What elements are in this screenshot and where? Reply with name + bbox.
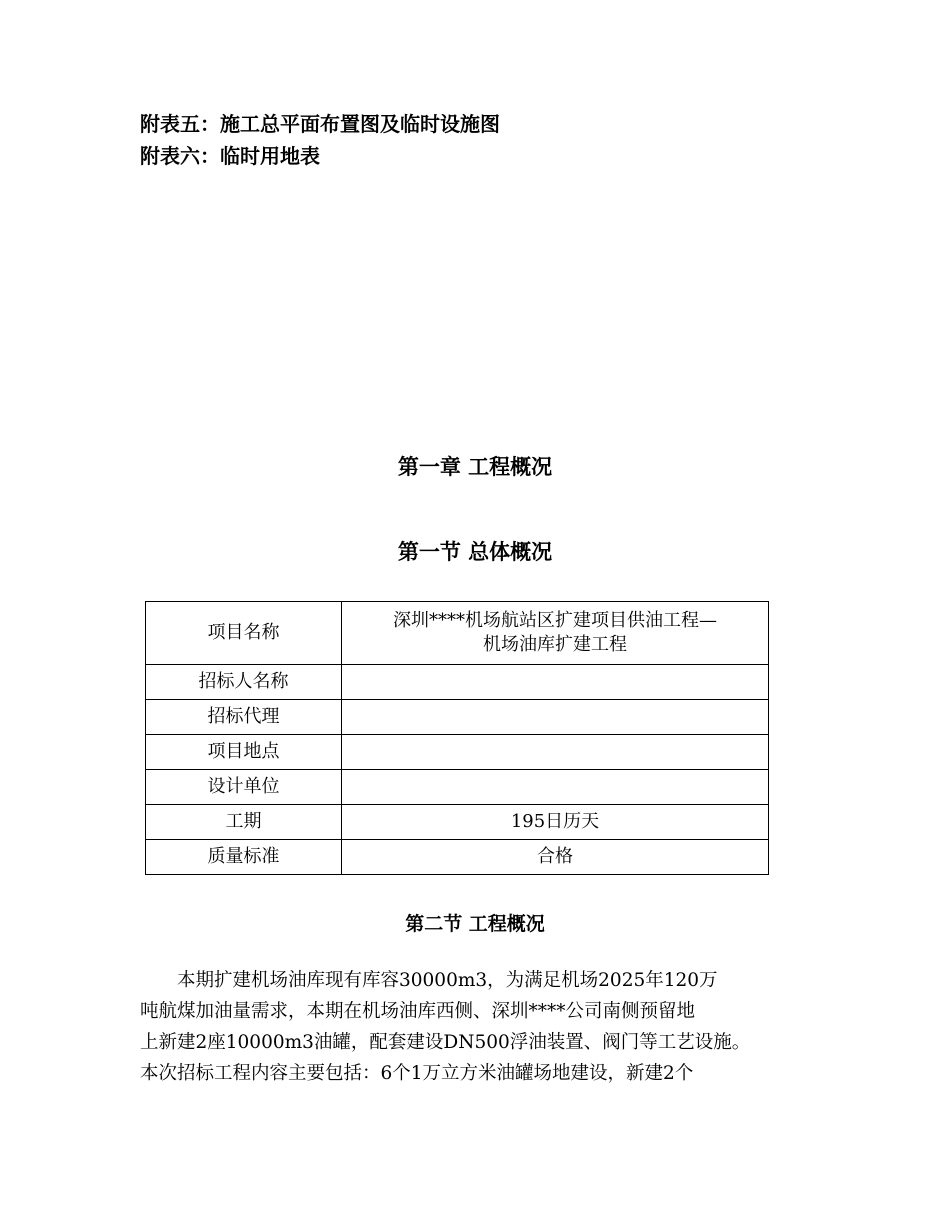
project-overview-table	[145, 601, 769, 875]
appendix-item-5: 附表五：施工总平面布置图及临时设施图	[140, 112, 500, 136]
appendix-item-6: 附表六：临时用地表	[140, 144, 320, 168]
section-title-overall: 第一节 总体概况	[397, 540, 553, 564]
paragraph-line-2: 吨航煤加油量需求，本期在机场油库西侧、深圳****公司南侧预留地	[140, 1001, 696, 1022]
table-value-designer	[342, 770, 769, 805]
section-title-project: 第二节 工程概况	[405, 913, 545, 935]
table-label-tenderer: 招标人名称	[146, 665, 342, 700]
table-label-location: 项目地点	[146, 735, 342, 770]
table-label-agent: 招标代理	[146, 700, 342, 735]
table-value-agent	[342, 700, 769, 735]
project-name-line-1: 深圳****机场航站区扩建项目供油工程—	[393, 610, 717, 631]
table-value-tenderer	[342, 665, 769, 700]
chapter-title: 第一章 工程概况	[397, 455, 553, 479]
paragraph-line-4: 本次招标工程内容主要包括：6个1万立方米油罐场地建设，新建2个	[140, 1063, 694, 1084]
table-value-duration: 195日历天	[342, 805, 769, 840]
table-label-quality: 质量标准	[146, 840, 342, 875]
project-description-paragraph	[140, 965, 830, 1089]
table-label-project-name: 项目名称	[146, 602, 342, 665]
table-label-duration: 工期	[146, 805, 342, 840]
table-row	[146, 840, 769, 875]
table-row	[146, 700, 769, 735]
table-row	[146, 735, 769, 770]
table-row	[146, 665, 769, 700]
paragraph-line-1: 本期扩建机场油库现有库容30000m3，为满足机场2025年120万	[140, 970, 718, 991]
table-label-designer: 设计单位	[146, 770, 342, 805]
paragraph-line-3: 上新建2座10000m3油罐，配套建设DN500浮油装置、阀门等工艺设施。	[140, 1032, 751, 1053]
table-row	[146, 602, 769, 665]
table-row	[146, 805, 769, 840]
table-value-location	[342, 735, 769, 770]
project-name-line-2: 机场油库扩建工程	[483, 634, 627, 655]
table-value-quality: 合格	[342, 840, 769, 875]
table-value-project-name	[342, 602, 769, 665]
table-row	[146, 770, 769, 805]
